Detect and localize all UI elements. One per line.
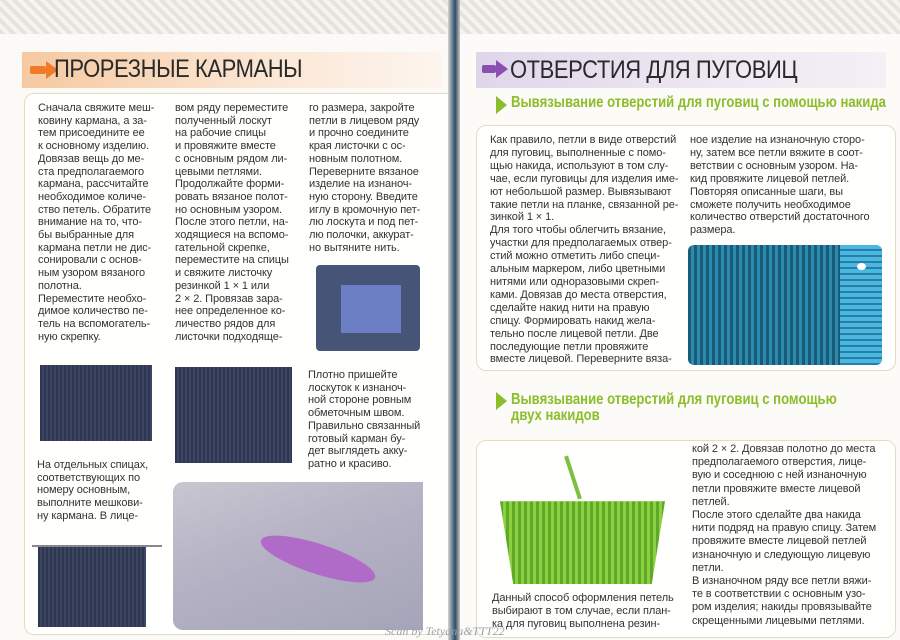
decorative-strip (456, 0, 900, 34)
decorative-strip (0, 0, 452, 34)
section2-col2: кой 2 × 2. Довязав полотно до места предполагаемого отверстия, лице- вую и соседнюю с ней изнаночную петли провяжите вместе лицевой петлей. После этого сделайте два накида нити подряд на правую спицу. Затем провяжите вместе лицевой петлей изнаночную и следующую лицевую петли. В изнаночном ряду все петли вяжи- те в соответствии с основным узо- ром изделия; накиды провязывайте скрещенными лицевыми петлями. (692, 443, 877, 627)
arrow-icon (496, 96, 507, 114)
buttonhole-knit-diagram (688, 245, 882, 365)
watermark: Scan by Tetyana&TTT22 (385, 624, 505, 638)
right-page (456, 0, 900, 640)
text-col2: вом ряду переместите полученный лоскут на рабочие спицы и провяжите вместе с основным рядом ли- цевыми петлями. Продолжайте форми- ровать вязаное полот- но основным узором. После этого петли, на- ходящиеся на вспомо- гательной скрепке, переместите на спицы и свяжите листочку резинкой 1 × 1 или 2 × 2. Провязав зара- нее определенное ко- личество рядов для листочки подходяще- (175, 102, 289, 343)
section1-col2: ное изделие на изнаночную сторо- ну, затем все петли вяжите в соот- ветствии с основным узором. На- кид провяжите лицевой петлей. Повторяя описанные шаги, вы сможете получить необходимое количество отверстий достаточного размера. (690, 134, 870, 237)
page-title: ОТВЕРСТИЯ ДЛЯ ПУГОВИЦ (510, 56, 798, 84)
caption-needles: На отдельных спицах, соответствующих по номеру основным, выполните мешкови- ну кармана. В лице- (37, 459, 149, 522)
caption-sew: Плотно пришейте лоскуток к изнаноч- ной стороне ровным обметочным швом. Правильно связанный готовый карман бу- дет выглядеть акку- ратно и красиво. (308, 369, 421, 470)
knit-swatch-photo-2 (175, 367, 292, 463)
arrow-icon (496, 60, 508, 78)
pocket-lining-photo (316, 265, 420, 351)
section-heading-2: Вывязывание отверстий для пуговиц с помощью двух накидов (511, 391, 837, 424)
knit-swatch-photo-3 (38, 547, 146, 627)
text-col3: го размера, закройте петли в лицевом ряду и прочно соедините края листочки с ос- новным полотном. Переверните вязаное изделие на изнаноч- ную сторону. Введите иглу в кромочную пет- лю лоскута и под пет- лю полочки, аккурат- но вытяните нить. (309, 102, 421, 254)
page-title: ПРОРЕЗНЫЕ КАРМАНЫ (54, 55, 303, 83)
arrow-icon (496, 392, 507, 410)
arrow-icon-tail (30, 66, 46, 74)
knit-swatch-photo-1 (40, 365, 152, 441)
section1-col1: Как правило, петли в виде отверстий для пуговиц, выполненные с помо- щью накида, используют в том слу- чае, если пуговицы для изделия име- ют небольшой размер. Вывязывают такие петли на планке, связанной ре- зинкой 1 × 1. Для того чтобы облегчить вязание, участки для предполагаемых отвер- стий можно отметить либо специ- альным маркером, либо цветными нитями или одноразовыми скреп- ками. Довязав до места отверстия, сделайте накид нити на правую спицу. Формировать накид жела- тельно после лицевой петли. Две последующие петли провяжите вместе лицевой. Переверните вяза- (490, 134, 679, 366)
section2-col1: Данный способ оформления петель выбирают в том случае, если план- ка для пуговиц выполнена резин- (492, 592, 674, 630)
section-heading-1: Вывязывание отверстий для пуговиц с помощью накида (511, 94, 886, 111)
text-col1: Сначала свяжите меш- ковину кармана, а за- тем присоедините ее к основному изделию. Довязав вещь до ме- ста предполагаемого кармана, рассчитайте необходимое количе- ство петель. Обратите внимание на то, что- бы выбранные для кармана петли не дис- сонировали с основ- ным узором вязаного полотна. Переместите необхо- димое количество пе- тель на вспомогатель- ную скрепку. (38, 102, 155, 343)
sweater-pocket-photo (173, 482, 423, 630)
arrow-icon-tail (482, 65, 496, 73)
two-yarn-overs-diagram (500, 490, 665, 584)
book-spine (448, 0, 460, 640)
knitting-needle (32, 545, 162, 547)
